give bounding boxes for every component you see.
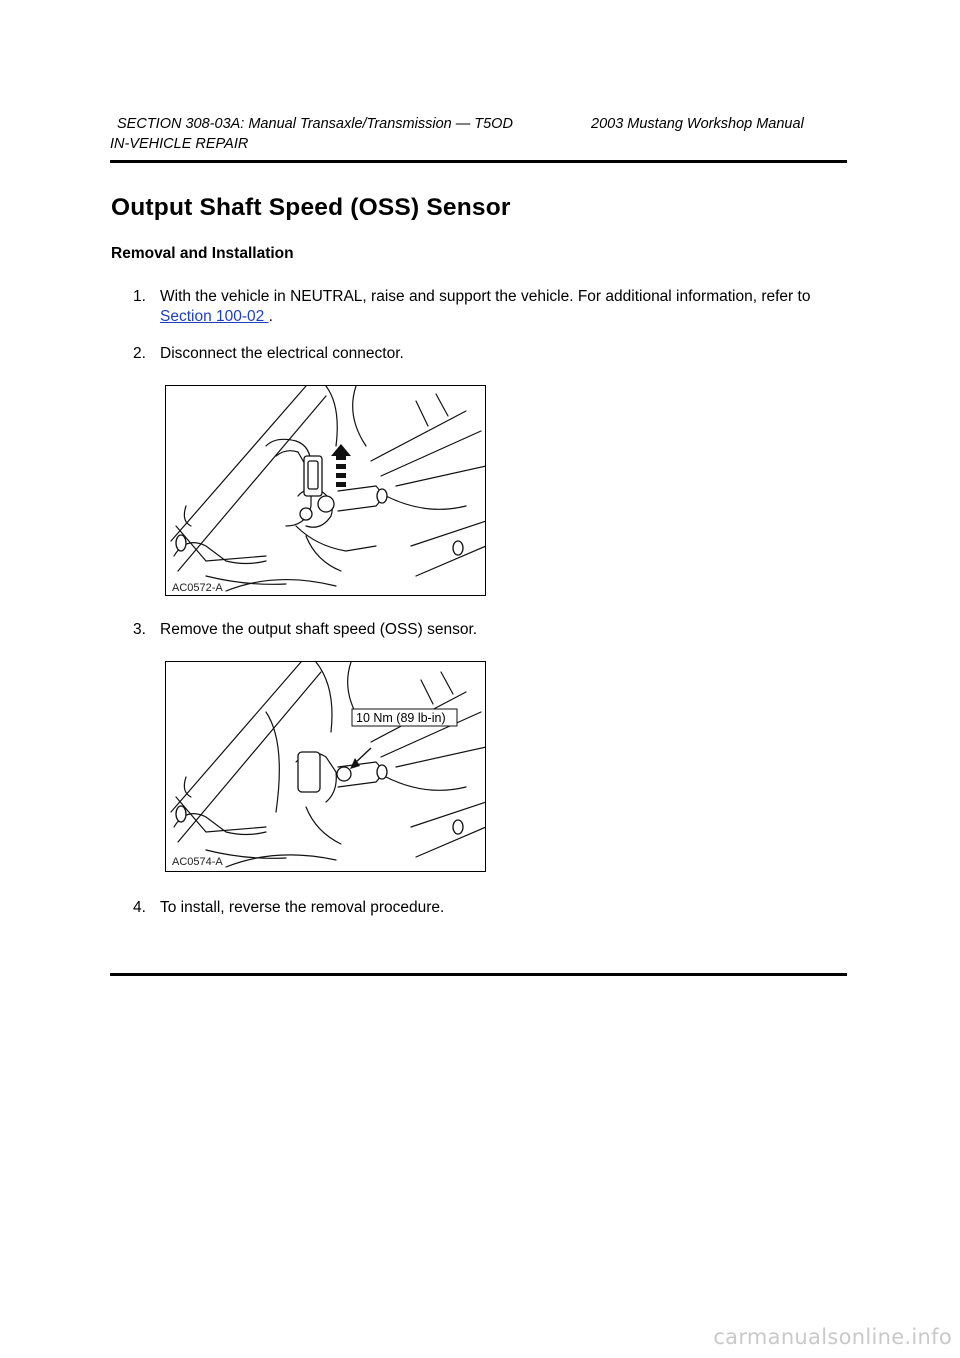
step-text: Remove the output shaft speed (OSS) sensor. (160, 621, 478, 638)
step-number: 3. (133, 621, 146, 638)
figure-id-label: AC0572-A (172, 582, 223, 594)
step-text-tail: . (268, 308, 273, 325)
figure-remove-sensor (165, 661, 486, 872)
header-divider (110, 160, 847, 163)
header-manual-title: 2003 Mustang Workshop Manual (591, 116, 804, 132)
step-4 (133, 898, 833, 918)
header-subsection: IN-VEHICLE REPAIR (110, 136, 249, 152)
step-1 (133, 287, 833, 327)
header-section-title: SECTION 308-03A: Manual Transaxle/Transmission — T5OD (117, 116, 513, 132)
step-3 (133, 620, 833, 640)
watermark-text: carmanualsonline.info (713, 1325, 952, 1349)
page-title: Output Shaft Speed (OSS) Sensor (111, 194, 511, 221)
figure-id-label: AC0574-A (172, 856, 223, 868)
footer-divider (110, 973, 847, 976)
figure-disconnect-connector (165, 385, 486, 596)
step-text: With the vehicle in NEUTRAL, raise and support the vehicle. For additional information, refer to (160, 288, 811, 305)
step-number: 1. (133, 288, 146, 305)
step-text: Disconnect the electrical connector. (160, 345, 404, 362)
connector-illustration (166, 386, 486, 596)
step-number: 4. (133, 899, 146, 916)
procedure-subtitle: Removal and Installation (111, 245, 294, 262)
section-100-02-link[interactable]: Section 100-02 (160, 308, 269, 325)
step-text: To install, reverse the removal procedure. (160, 899, 445, 916)
step-2 (133, 344, 833, 364)
sensor-illustration (166, 662, 486, 872)
step-number: 2. (133, 345, 146, 362)
torque-callout: 10 Nm (89 lb-in) (356, 711, 446, 725)
